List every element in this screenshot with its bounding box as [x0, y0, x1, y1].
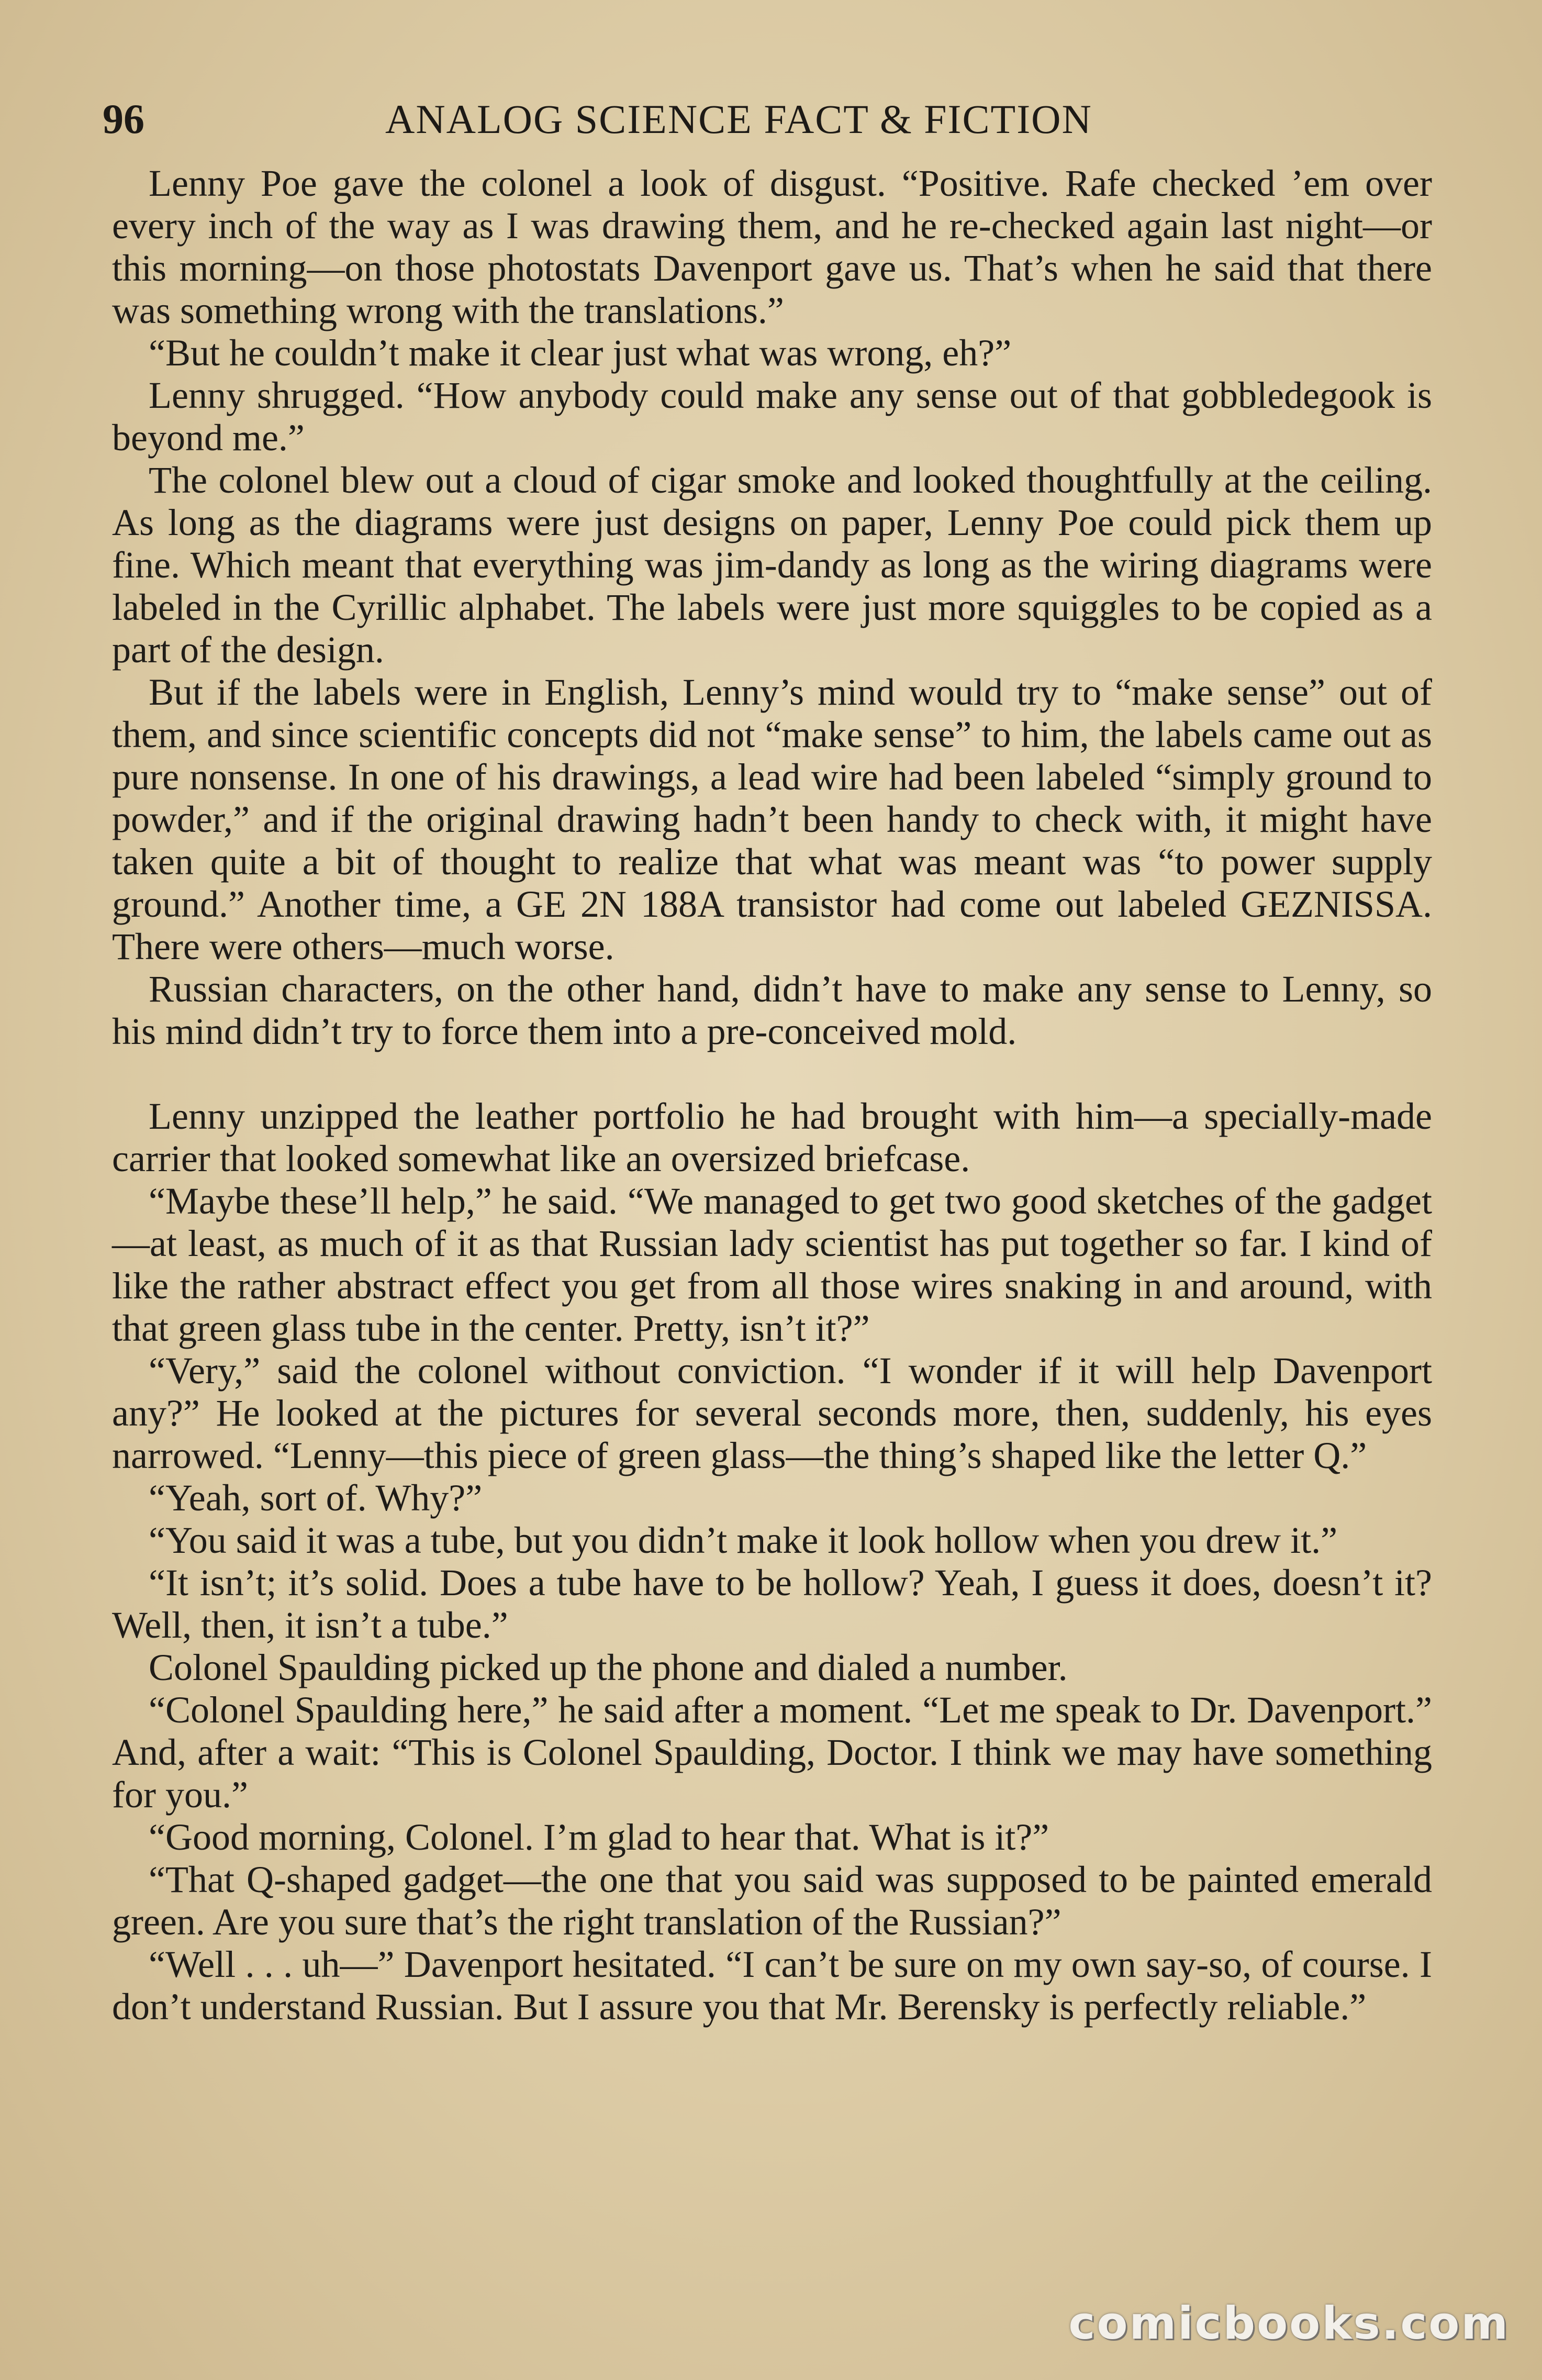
paragraph: Russian characters, on the other hand, didn’t have to make any sense to Lenny, so his mind didn’t try to force them into a pre-conceived mold.	[112, 968, 1432, 1052]
body-text	[112, 162, 1432, 2028]
page-header	[103, 93, 1443, 151]
page-number: 96	[103, 96, 144, 142]
paragraph: The colonel blew out a cloud of cigar smoke and looked thoughtfully at the ceiling. As long as the diagrams were just designs on paper, Lenny Poe could pick them up fine. Which meant that everything was jim-dandy as long as the wiring diagrams were labeled in the Cyrillic alphabet. The labels were just more squiggles to be copied as a part of the design.	[112, 459, 1432, 671]
paragraph: Lenny unzipped the leather portfolio he had brought with him—a specially-made carrier that looked somewhat like an oversized briefcase.	[112, 1095, 1432, 1180]
paragraph: “Colonel Spaulding here,” he said after a moment. “Let me speak to Dr. Davenport.” And, after a wait: “This is Colonel Spaulding, Doctor. I think we may have something for you.”	[112, 1689, 1432, 1816]
paragraph: “You said it was a tube, but you didn’t make it look hollow when you drew it.”	[149, 1519, 1338, 1561]
paragraph: “Well . . . uh—” Davenport hesitated. “I can’t be sure on my own say-so, of course. I don’t understand Russian. But I assure you that Mr. Berensky is perfectly reliable.”	[112, 1943, 1432, 2028]
paragraph: Lenny shrugged. “How anybody could make any sense out of that gobbledegook is beyond me.”	[112, 374, 1432, 459]
paragraph: “That Q-shaped gadget—the one that you said was supposed to be painted emerald green. Are you sure that’s the right translation of the Russian?”	[112, 1859, 1432, 1943]
paragraph: “Very,” said the colonel without conviction. “I wonder if it will help Davenport any?” He looked at the pictures for several seconds more, then, suddenly, his eyes narrowed. “Lenny—this piece of green glass—the thing’s shaped like the letter Q.”	[112, 1350, 1432, 1476]
paragraph: Lenny Poe gave the colonel a look of disgust. “Positive. Rafe checked ’em over every inch of the way as I was drawing them, and he re-checked again last night—or this morning—on those photostats Davenport gave us. That’s when he said that there was something wrong with the translations.”	[112, 162, 1432, 331]
site-watermark: comicbooks.com	[1068, 2297, 1510, 2350]
paragraph: Colonel Spaulding picked up the phone and dialed a number.	[149, 1647, 1068, 1688]
running-head: ANALOG SCIENCE FACT & FICTION	[385, 96, 1092, 142]
paragraph: But if the labels were in English, Lenny’s mind would try to “make sense” out of them, and since scientific concepts did not “make sense” to him, the labels came out as pure nonsense. In one of his drawings, a lead wire had been labeled “simply ground to powder,” and if the original drawing hadn’t been handy to check with, it might have taken quite a bit of thought to realize that what was meant was “to power supply ground.” Another time, a GE 2N 188A transistor had come out labeled GEZNISSA. There were others—much worse.	[112, 671, 1432, 967]
paragraph: “It isn’t; it’s solid. Does a tube have to be hollow? Yeah, I guess it does, doesn’t it? Well, then, it isn’t a tube.”	[112, 1562, 1432, 1646]
paragraph: “Maybe these’ll help,” he said. “We managed to get two good sketches of the gadget—at least, as much of it as that Russian lady scientist has put together so far. I kind of like the rather abstract effect you get from all those wires snaking in and around, with that green glass tube in the center. Pretty, isn’t it?”	[112, 1180, 1432, 1349]
paragraph: “But he couldn’t make it clear just what was wrong, eh?”	[149, 332, 1012, 374]
paragraph: “Yeah, sort of. Why?”	[149, 1477, 483, 1519]
paragraph: “Good morning, Colonel. I’m glad to hear that. What is it?”	[149, 1816, 1049, 1858]
